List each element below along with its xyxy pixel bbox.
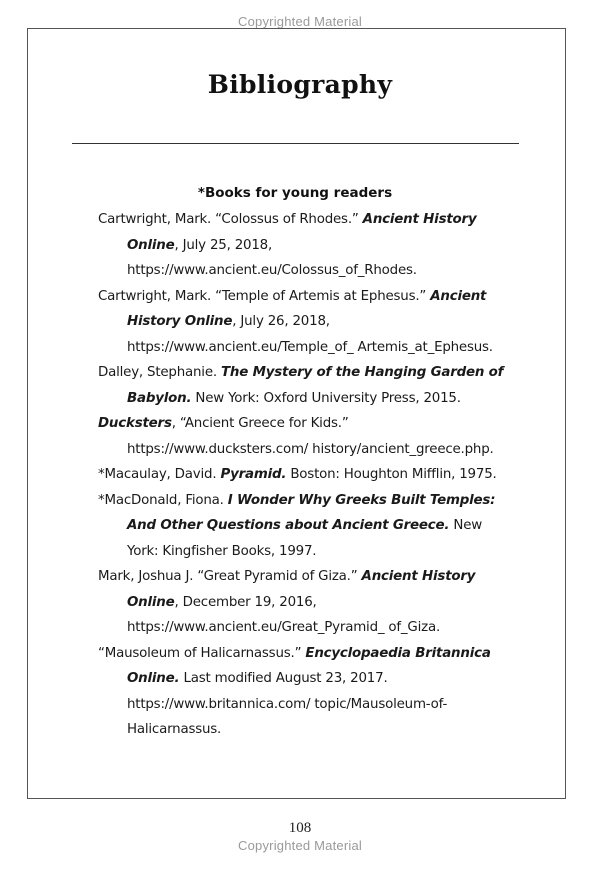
source-title: Ancient History Online — [127, 569, 476, 610]
source-title: Ducksters — [98, 416, 172, 431]
bibliography-entry: “Mausoleum of Halicarnassus.” Encyclopaedia Britannica Online. Last modified August 23, 2017. https://www.britannica.com/ topic/Mausoleum-of-Halicarnassus. — [98, 645, 491, 737]
source-title: Ancient History Online — [127, 288, 487, 329]
copyright-watermark-bottom: Copyrighted Material — [238, 838, 362, 853]
page-title: Bibliography — [207, 70, 393, 99]
source-title: Encyclopaedia Britannica Online. — [127, 645, 491, 686]
page-number: 108 — [288, 820, 312, 836]
copyright-watermark-top: Copyrighted Material — [238, 14, 362, 29]
bibliography-entry: Cartwright, Mark. “Colossus of Rhodes.” Ancient History Online, July 25, 2018, https://www.ancient.eu/Colossus_of_Rhodes. — [98, 212, 477, 278]
bibliography-entry: Mark, Joshua J. “Great Pyramid of Giza.” Ancient History Online, December 19, 2016, https://www.ancient.eu/Great_Pyramid_ of_Giza. — [98, 569, 476, 635]
source-title: The Mystery of the Hanging Garden of Babylon. — [127, 365, 504, 406]
title-divider — [72, 143, 519, 144]
bibliography-entry: *MacDonald, Fiona. I Wonder Why Greeks Built Temples: And Other Questions about Ancient Greece. New York: Kingfisher Books, 1997. — [98, 492, 496, 559]
source-title: Ancient History Online — [127, 212, 477, 253]
young-readers-note: *Books for young readers — [197, 185, 393, 201]
bibliography-entry: Ducksters, “Ancient Greece for Kids.” https://www.ducksters.com/ history/ancient_greece.php. — [98, 416, 494, 457]
source-title: Pyramid. — [220, 467, 287, 482]
source-title: I Wonder Why Greeks Built Temples: And Other Questions about Ancient Greece. — [127, 492, 496, 533]
bibliography-list — [98, 207, 510, 743]
bibliography-entry: Dalley, Stephanie. The Mystery of the Hanging Garden of Babylon. New York: Oxford University Press, 2015. — [98, 365, 504, 406]
bibliography-entry: *Macaulay, David. Pyramid. Boston: Houghton Mifflin, 1975. — [98, 467, 497, 482]
bibliography-entry: Cartwright, Mark. “Temple of Artemis at Ephesus.” Ancient History Online, July 26, 2018, https://www.ancient.eu/Temple_of_ Artemis_at_Ephesus. — [98, 288, 493, 355]
